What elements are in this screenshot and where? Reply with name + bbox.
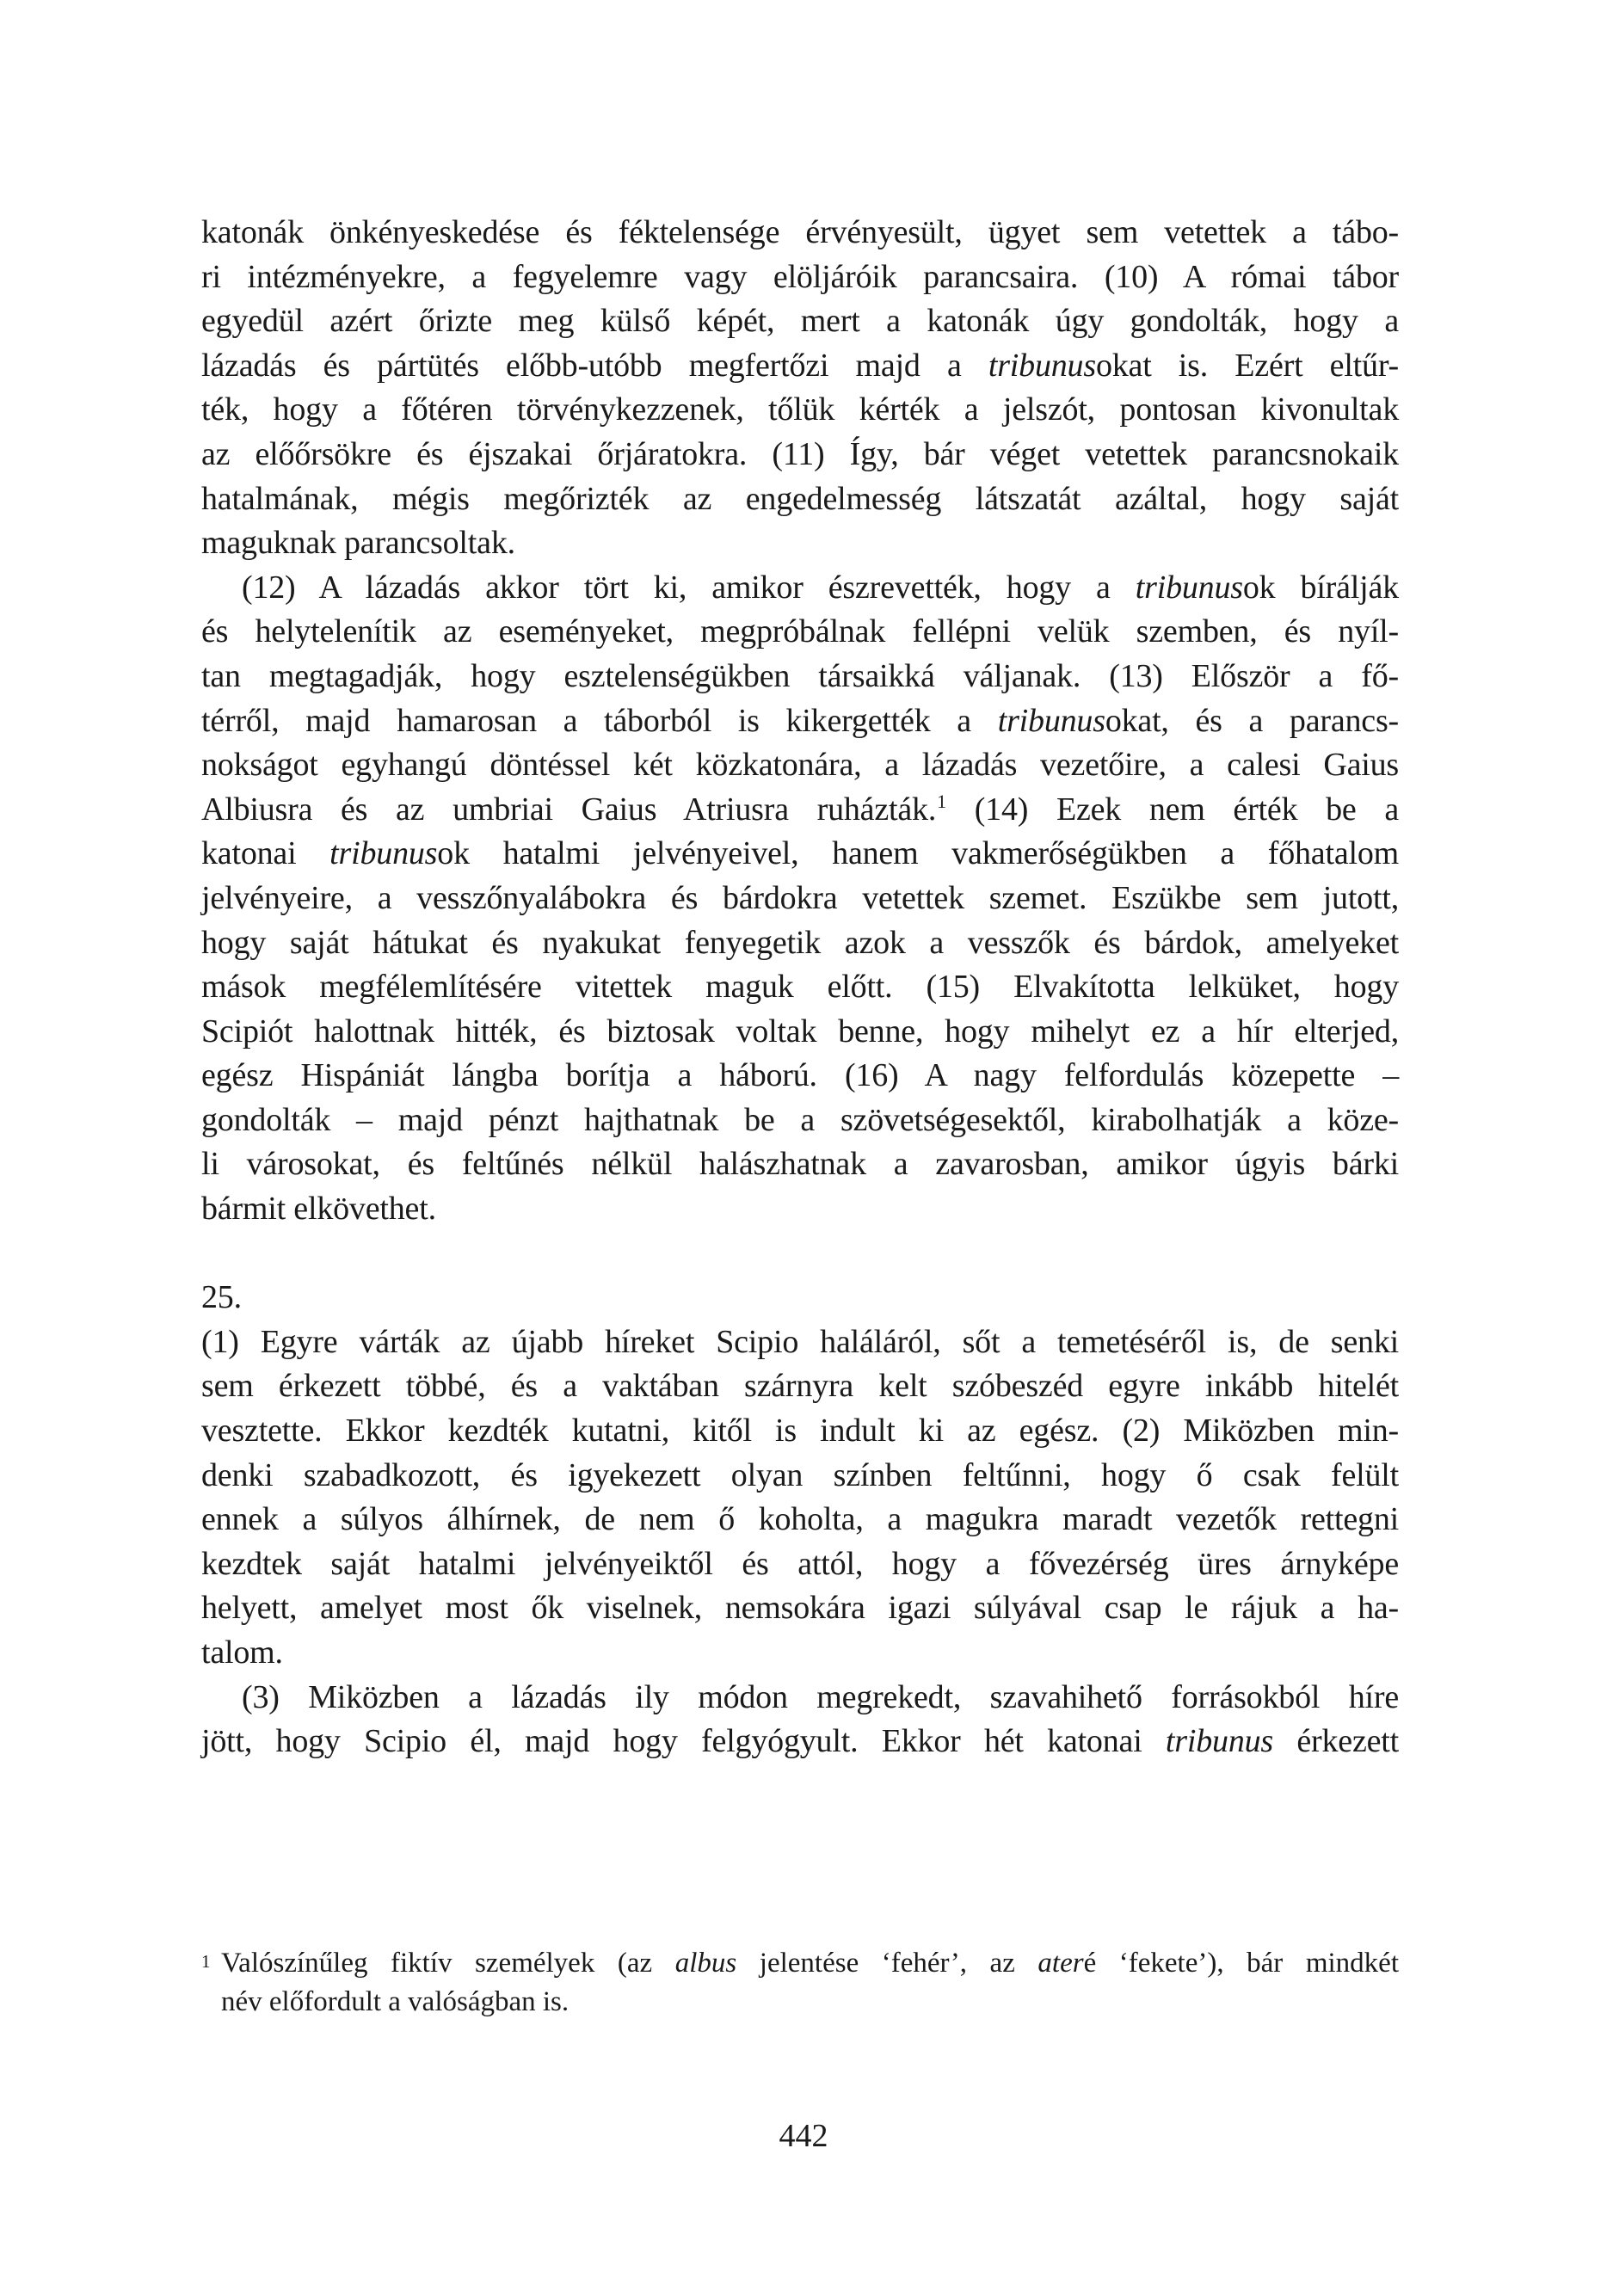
text-line <box>201 1010 1399 1055</box>
text-line <box>201 477 1399 522</box>
text-run: térről, majd hamarosan a táborból is kikergették a <box>201 702 998 739</box>
text-line <box>201 388 1399 433</box>
text-run: li városokat, és feltűnés nélkül halászhatnak a zavarosban, amikor úgyis bárki <box>201 1146 1399 1183</box>
text-run: katonák önkényeskedése és féktelensége érvényesült, ügyet sem vetettek a tábo- <box>201 214 1399 250</box>
text-run: (3) Miközben a lázadás ily módon megrekedt, szavahihető forrásokból híre <box>242 1678 1399 1715</box>
text-line <box>201 1542 1399 1587</box>
text-line <box>201 566 1399 611</box>
italic-term: tribunus <box>1135 569 1243 606</box>
text-line <box>201 1409 1399 1454</box>
text-run: (1) Egyre várták az újabb híreket Scipio haláláról, sőt a temetéséről is, de senki <box>201 1323 1399 1360</box>
text-line <box>201 299 1399 344</box>
text-run: hogy saját hátukat és nyakukat fenyegetik azok a vesszők és bárdok, amelyeket <box>201 924 1399 961</box>
text-run: vesztette. Ekkor kezdték kutatni, kitől is indult ki az egész. (2) Miközben min- <box>201 1413 1399 1450</box>
text-run: Valószínűleg fiktív személyek (az <box>221 1948 675 1979</box>
text-run: ték, hogy a főtéren törvénykezzenek, tőlük kérték a jelszót, pontosan kivonultak <box>201 391 1399 428</box>
main-text-block <box>201 211 1399 1764</box>
text-line <box>201 1364 1399 1409</box>
text-line <box>201 965 1399 1010</box>
text-line <box>201 1054 1399 1099</box>
page-number: 442 <box>779 2118 828 2154</box>
text-line <box>201 832 1399 877</box>
text-line <box>201 1454 1399 1499</box>
text-run: ok hatalmi jelvényeivel, hanem vakmerőségükben a főhatalom <box>437 835 1399 872</box>
blank-line <box>201 1232 1399 1277</box>
text-run: Albiusra és az umbriai Gaius Atriusra ruházták. <box>201 791 937 828</box>
text-run: mások megfélemlítésére vitettek maguk előtt. (15) Elvakította lelküket, hogy <box>201 969 1399 1006</box>
text-line <box>201 1586 1399 1631</box>
text-run: talom. <box>201 1634 283 1671</box>
footnotes-section <box>201 1944 1399 2022</box>
text-line <box>201 1142 1399 1187</box>
italic-term: tribunus <box>997 702 1105 739</box>
text-run: érkezett <box>1273 1723 1399 1760</box>
text-run: tan megtagadják, hogy esztelenségükben társaikká váljanak. (13) Először a fő- <box>201 657 1399 694</box>
text-run: gondolták – majd pénzt hajthatnak be a szövetségesektől, kirabolhatják a köze- <box>201 1101 1399 1138</box>
text-run: ennek a súlyos álhírnek, de nem ő koholta, a magukra maradt vezetők rettegni <box>201 1501 1399 1538</box>
text-run: katonai <box>201 835 330 872</box>
text-line <box>201 1187 1399 1232</box>
text-line <box>201 877 1399 921</box>
text-line <box>201 655 1399 699</box>
text-run: Scipiót halottnak hitték, és biztosak voltak benne, hogy mihelyt ez a hír elterjed, <box>201 1013 1399 1050</box>
text-run: nokságot egyhangú döntéssel két közkatonára, a lázadás vezetőire, a calesi Gaius <box>201 747 1399 784</box>
text-run: okat, és a parancs- <box>1105 702 1399 739</box>
text-line <box>201 433 1399 477</box>
text-line <box>201 1720 1399 1764</box>
text-run: ri intézményekre, a fegyelemre vagy elöljáróik parancsaira. (10) A római tábor <box>201 258 1399 295</box>
text-run: kezdtek saját hatalmi jelvényeiktől és attól, hogy a fővezérség üres árnyképe <box>201 1545 1399 1582</box>
text-run: sem érkezett többé, és a vaktában szárnyra kelt szóbeszéd egyre inkább hitelét <box>201 1368 1399 1405</box>
text-run: jött, hogy Scipio él, majd hogy felgyógyult. Ekkor hét katonai <box>201 1723 1166 1760</box>
text-run: é ‘fekete’), bár mindkét <box>1083 1948 1399 1979</box>
text-line <box>201 255 1399 300</box>
text-line <box>201 1498 1399 1542</box>
text-run: egész Hispániát lángba borítja a háború. (16) A nagy felfordulás közepette – <box>201 1057 1399 1094</box>
text-run: név előfordult a valóságban is. <box>221 1986 570 2017</box>
italic-term: tribunus <box>988 347 1096 384</box>
text-run: lázadás és pártütés előbb-utóbb megfertőzi majd a <box>201 347 988 384</box>
footnote-reference: 1 <box>937 790 946 812</box>
text-run: ok bírálják <box>1242 569 1399 606</box>
footnote-marker: 1 <box>201 1951 211 1972</box>
text-line <box>201 610 1399 655</box>
text-line <box>201 1320 1399 1365</box>
text-line <box>201 921 1399 966</box>
text-line <box>201 344 1399 389</box>
text-run: denki szabadkozott, és igyekezett olyan színben feltűnni, hogy ő csak felült <box>201 1456 1399 1493</box>
text-line <box>201 1676 1399 1720</box>
text-line <box>201 211 1399 255</box>
footnote-line <box>201 1944 1399 1983</box>
text-run: jelvényeire, a vesszőnyalábokra és bárdokra vetettek szemet. Eszükbe sem jutott, <box>201 879 1399 916</box>
text-run: bármit elkövethet. <box>201 1191 436 1228</box>
italic-term: tribunus <box>1165 1723 1274 1760</box>
text-run: az előőrsökre és éjszakai őrjáratokra. (11) Így, bár véget vetettek parancsnokaik <box>201 435 1399 472</box>
text-line <box>201 788 1399 833</box>
chapter-heading <box>201 1276 1399 1320</box>
text-run: (12) A lázadás akkor tört ki, amikor észrevették, hogy a <box>242 569 1136 606</box>
text-line <box>201 699 1399 744</box>
text-run: 25. <box>201 1279 242 1316</box>
text-run: egyedül azért őrizte meg külső képét, mert a katonák úgy gondolták, hogy a <box>201 303 1399 340</box>
text-run: (14) Ezek nem érték be a <box>945 791 1400 828</box>
italic-term: tribunus <box>329 835 438 872</box>
italic-term: ater <box>1037 1948 1084 1979</box>
text-run: maguknak parancsoltak. <box>201 525 515 562</box>
text-line <box>201 1099 1399 1143</box>
text-run: hatalmának, mégis megőrizték az engedelmesség látszatát azáltal, hogy saját <box>201 480 1399 517</box>
text-run: és helytelenítik az eseményeket, megpróbálnak fellépni velük szemben, és nyíl- <box>201 613 1399 650</box>
text-run: helyett, amelyet most ők viselnek, nemsokára igazi súlyával csap le rájuk a ha- <box>201 1590 1399 1627</box>
italic-term: albus <box>674 1948 737 1979</box>
text-line <box>201 1631 1399 1676</box>
footnote-line <box>201 1983 1399 2022</box>
text-run: jelentése ‘fehér’, az <box>736 1948 1038 1979</box>
text-line <box>201 521 1399 566</box>
text-line <box>201 743 1399 788</box>
text-run: okat is. Ezért eltűr- <box>1095 347 1399 384</box>
